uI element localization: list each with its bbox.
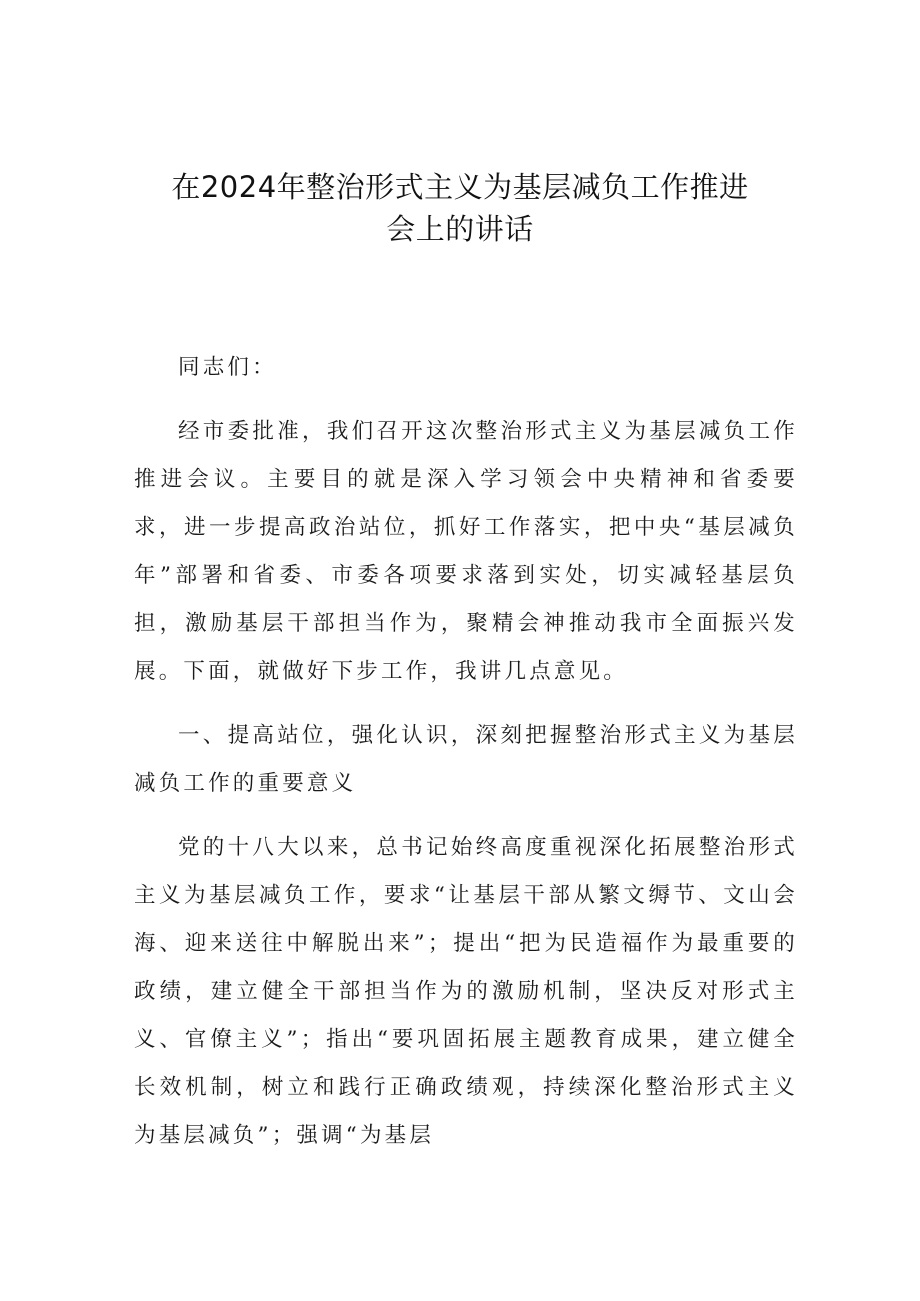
paragraph-intro: 经市委批准，我们召开这次整治形式主义为基层减负工作推进会议。主要目的就是深入学习领会中央精神和省委要求，进一步提高政治站位，抓好工作落实，把中央“基层减负年”部署和省委、市委各项要求落到实处，切实减轻基层负担，激励基层干部担当作为，聚精会神推动我市全面振兴发展。下面，就做好下步工作，我讲几点意见。: [134, 419, 798, 684]
title-line-1: 在2024年整治形式主义为基层减负工作推进: [171, 170, 749, 204]
document-title: [0, 166, 920, 250]
greeting: 同志们：: [178, 355, 277, 380]
document-body: [134, 344, 798, 1160]
paragraph-section-1: 党的十八大以来，总书记始终高度重视深化拓展整治形式主义为基层减负工作，要求“让基层干部从繁文缛节、文山会海、迎来送往中解脱出来”；提出“把为民造福作为最重要的政绩，建立健全干部担当作为的激励机制，坚决反对形式主义、官僚主义”；指出“要巩固拓展主题教育成果，建立健全长效机制，树立和践行正确政绩观，持续深化整治形式主义为基层减负”；强调“为基层: [134, 835, 798, 1148]
section-heading-1: 一、提高站位，强化认识，深刻把握整治形式主义为基层减负工作的重要意义: [134, 723, 798, 796]
title-line-2: 会上的讲话: [386, 212, 534, 246]
